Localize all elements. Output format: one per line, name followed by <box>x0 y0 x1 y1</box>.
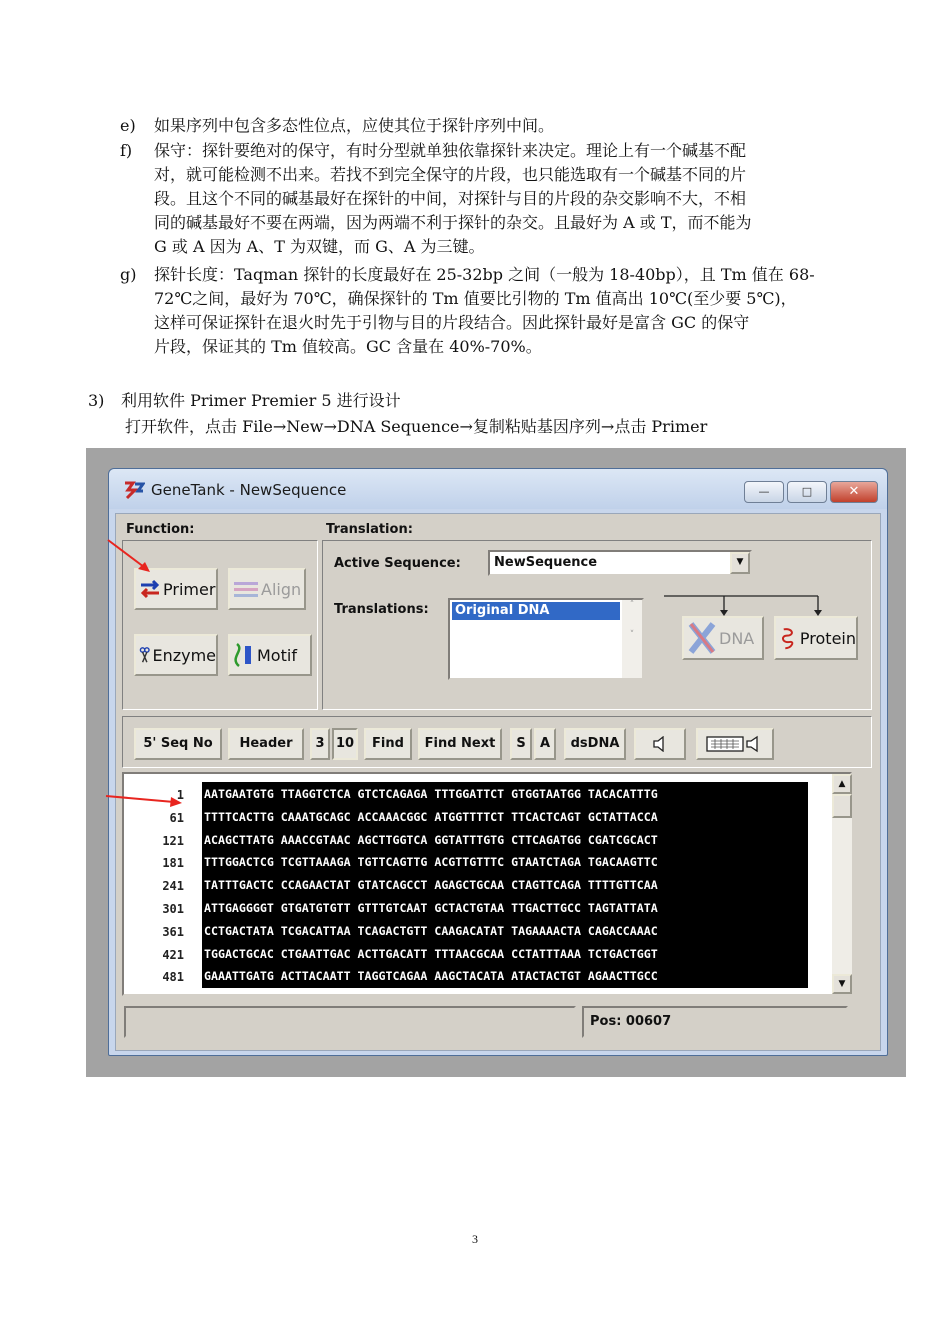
dna-icon <box>687 622 717 654</box>
translations-list-item[interactable]: Original DNA <box>452 602 620 620</box>
function-label: Function: <box>126 522 195 537</box>
window-title: GeneTank - NewSequence <box>151 481 347 499</box>
sequence-position-number: 181 <box>162 856 184 871</box>
vertical-scrollbar[interactable] <box>832 774 852 994</box>
sequence-position-number: 481 <box>162 970 184 985</box>
text-line: 这样可保证探针在退火时先于引物与目的片段结合。因此探针最好是富含 GC 的保守 <box>154 313 750 332</box>
group-10-button[interactable]: 10 <box>332 728 358 760</box>
list-marker: f) <box>120 141 133 160</box>
dna-button[interactable] <box>682 616 764 660</box>
genetank-window <box>108 468 888 1056</box>
list-item-text <box>154 263 866 359</box>
step-title: 利用软件 Primer Premier 5 进行设计 <box>121 391 401 410</box>
align-button[interactable] <box>228 568 306 610</box>
primer-icon <box>139 579 161 599</box>
text-line: 72℃之间，最好为 70℃，确保探针的 Tm 值要比引物的 Tm 值高出 10℃(至少要 5℃)， <box>154 289 797 308</box>
protein-icon <box>779 623 798 653</box>
close-button[interactable]: ✕ <box>830 481 878 503</box>
status-panel <box>124 1006 576 1038</box>
step-number: 3) <box>88 391 105 410</box>
window-client <box>115 513 881 1051</box>
page-number: 3 <box>472 1232 478 1246</box>
sequence-row[interactable]: TTTTCACTTG CAAATGCAGC ACCAAACGGC ATGGTTTTCT TTCACTCAGT GCTATTACCA <box>204 809 658 824</box>
motif-button-label: Motif <box>257 645 297 665</box>
list-marker: e) <box>120 116 136 135</box>
sequence-line-numbers <box>124 784 184 989</box>
scroll-down-icon[interactable]: ▼ <box>832 974 852 994</box>
list-scrollbar[interactable]: ˄ ˅ <box>622 600 642 678</box>
dna-button-label: DNA <box>719 628 755 648</box>
enzyme-icon <box>139 643 150 667</box>
sequence-row[interactable]: TTTGGACTCG TCGTTAAAGA TGTTCAGTTG ACGTTGTTTC GTAATCTAGA TGACAAGTTC <box>204 855 658 870</box>
list-marker: g) <box>120 265 137 284</box>
minimize-button[interactable]: — <box>744 481 784 503</box>
sequence-row[interactable]: ACAGCTTATG AAACCGTAAC AGCTTGGTCA GGTATTTGTG CTTCAGATGG CGATCGCACT <box>204 832 658 847</box>
genetank-app-icon <box>123 480 145 500</box>
translations-list[interactable] <box>448 598 644 680</box>
sequence-position-number: 121 <box>162 833 184 848</box>
sequence-position-number: 361 <box>162 924 184 939</box>
list-item-text <box>154 114 866 138</box>
text-line: 探针长度：Taqman 探针的长度最好在 25-32bp 之间（一般为 18-40bp），且 Tm 值在 68- <box>154 265 815 284</box>
seq-no-button[interactable]: 5' Seq No <box>134 728 222 760</box>
find-next-button[interactable]: Find Next <box>418 728 502 760</box>
group-3-button[interactable]: 3 <box>310 728 330 760</box>
list-item-f <box>120 139 865 263</box>
a-button[interactable]: A <box>534 728 556 760</box>
position-status: Pos: 00607 <box>582 1006 848 1038</box>
active-sequence-label: Active Sequence: <box>334 556 461 571</box>
translation-label: Translation: <box>326 522 413 537</box>
text-line: 如果序列中包含多态性位点，应使其位于探针序列中间。 <box>154 116 555 135</box>
text-line: 片段，保证其的 Tm 值较高。GC 含量在 40%-70%。 <box>154 337 542 356</box>
sequence-text[interactable] <box>202 782 808 988</box>
annotation-arrow-primer <box>104 536 158 578</box>
sequence-row[interactable]: AATGAATGTG TTAGGTCTCA GTCTCAGAGA TTTGGATTCT GTGGTAATGG TACACATTTG <box>204 787 658 801</box>
enzyme-button-label: Enzyme <box>152 645 216 665</box>
enzyme-button[interactable] <box>134 634 218 676</box>
sequence-position-number: 301 <box>162 901 184 916</box>
find-button[interactable]: Find <box>364 728 412 760</box>
title-bar <box>109 469 887 509</box>
protein-button[interactable] <box>774 616 858 660</box>
sequence-row[interactable]: TGGACTGCAC CTGAATTGAC ACTTGACATT TTTAACGCAA CCTATTTAAA TCTGACTGGT <box>204 946 658 961</box>
sequence-row[interactable]: ATTGAGGGGT GTGATGTGTT GTTTGTCAAT GCTACTGTAA TTGACTTGCC TAGTATTATA <box>204 901 658 915</box>
keyboard-speak-button[interactable] <box>696 728 774 760</box>
protein-button-label: Protein <box>799 628 856 648</box>
sequence-position-number: 241 <box>162 879 184 894</box>
maximize-button[interactable]: □ <box>787 481 827 503</box>
list-item-text <box>154 139 866 259</box>
translations-label: Translations: <box>334 602 429 617</box>
text-line: 同的碱基最好不要在两端，因为两端不利于探针的杂交。且最好为 A 或 T，而不能为 <box>154 213 752 232</box>
list-item-g <box>120 263 865 363</box>
motif-button[interactable] <box>228 634 312 676</box>
dropdown-arrow-icon[interactable]: ▼ <box>730 552 750 574</box>
sequence-position-number: 421 <box>162 947 184 962</box>
sequence-row[interactable]: GAAATTGATG ACTTACAATT TAGGTCAGAA AAGCTACATA ATACTACTGT AGAACTTGCC <box>204 969 658 984</box>
software-screenshot <box>86 448 906 1077</box>
header-button[interactable]: Header <box>228 728 304 760</box>
motif-icon <box>233 642 255 668</box>
text-line: 对，就可能检测不出来。若找不到完全保守的片段，也只能选取有一个碱基不同的片 <box>154 165 747 184</box>
sequence-position-number: 1 <box>176 788 184 802</box>
sequence-position-number: 61 <box>169 810 184 825</box>
primer-button-label: Primer <box>163 579 216 599</box>
step-instruction: 打开软件，点击 File→New→DNA Sequence→复制粘贴基因序列→点击 Primer <box>125 417 708 436</box>
keyboard-icon <box>705 734 765 754</box>
scroll-thumb[interactable] <box>832 794 852 818</box>
sequence-row[interactable]: CCTGACTATA TCGACATTAA TCAGACTGTT CAAGACATAT TAGAAAACTA CAGACCAAAC <box>204 923 658 938</box>
active-sequence-value: NewSequence <box>494 555 598 570</box>
sequence-row[interactable]: TATTTGACTC CCAGAACTAT GTATCAGCCT AGAGCTGCAA CTAGTTCAGA TTTTGTTCAA <box>204 878 658 893</box>
text-line: 保守：探针要绝对的保守，有时分型就单独依靠探针来决定。理论上有一个碱基不配 <box>154 141 747 160</box>
align-button-label: Align <box>261 579 302 599</box>
text-line: G 或 A 因为 A、T 为双键，而 G、A 为三键。 <box>154 237 485 256</box>
speaker-icon <box>651 736 669 752</box>
dsdna-button[interactable]: dsDNA <box>564 728 626 760</box>
active-sequence-select[interactable] <box>488 550 752 576</box>
annotation-arrow-sequence <box>104 788 186 808</box>
align-icon <box>233 579 259 599</box>
list-item-e <box>120 114 865 138</box>
speaker-button[interactable] <box>634 728 686 760</box>
scroll-up-icon[interactable]: ▲ <box>832 774 852 794</box>
sequence-viewer[interactable] <box>122 772 852 996</box>
text-line: 段。且这个不同的碱基最好在探针的中间，对探针与目的片段的杂交影响不大，不相 <box>154 189 747 208</box>
s-button[interactable]: S <box>510 728 532 760</box>
